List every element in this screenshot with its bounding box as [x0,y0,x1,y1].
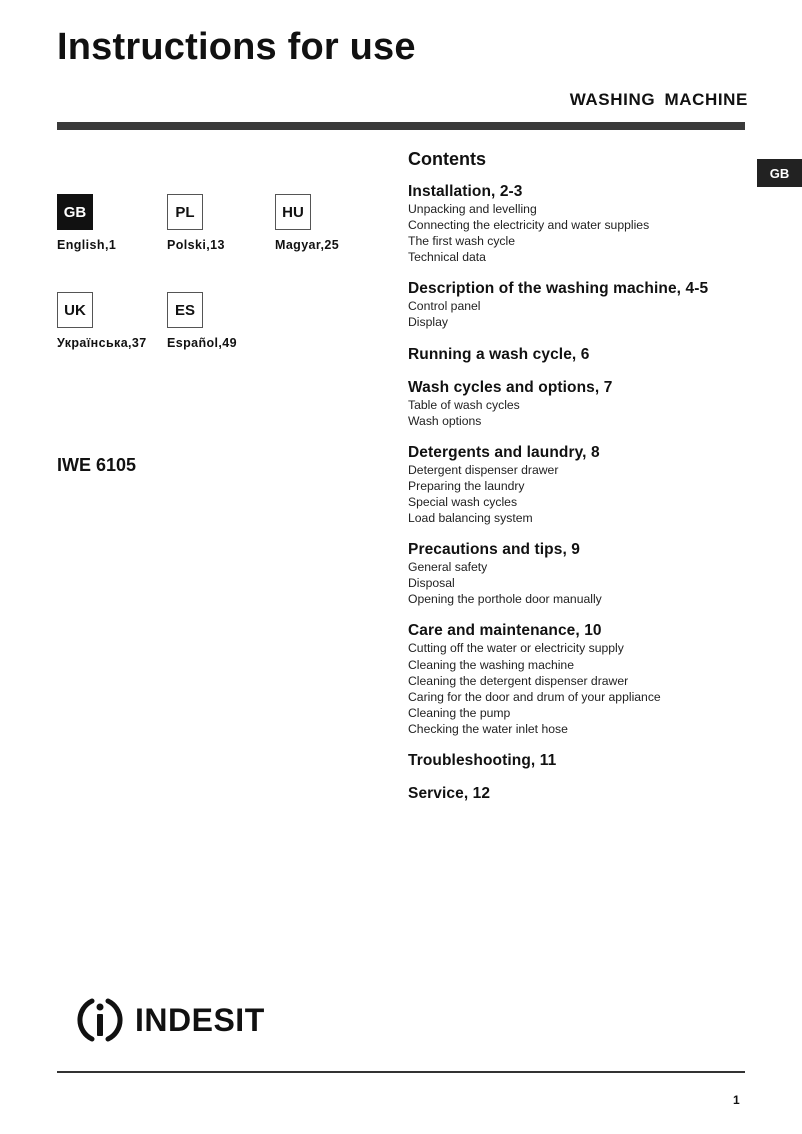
language-code-badge: GB [57,194,93,230]
language-label: Polski,13 [167,238,225,252]
brand-logo [75,995,265,1045]
language-entry-es[interactable] [167,292,237,350]
language-code-badge: PL [167,194,203,230]
contents-heading: Contents [408,149,486,169]
toc-item[interactable]: Technical data [408,250,486,265]
toc-item[interactable]: General safety [408,560,488,575]
language-entry-hu[interactable] [275,194,339,252]
language-entry-pl[interactable] [167,194,225,252]
language-label: Українська,37 [57,336,147,350]
language-code-badge: UK [57,292,93,328]
toc-section-title[interactable]: Care and maintenance, 10 [408,622,602,640]
toc-item[interactable]: Unpacking and levelling [408,202,537,216]
toc-item[interactable]: Cleaning the washing machine [408,657,574,672]
toc-item[interactable]: Caring for the door and drum of your appliance [408,689,661,704]
toc-item[interactable]: Opening the porthole door manually [408,592,602,607]
toc-item[interactable]: Display [408,315,448,330]
toc-section-title[interactable]: Precautions and tips, 9 [408,541,580,559]
toc-item[interactable]: Cutting off the water or electricity supply [408,641,624,656]
toc-section-running [408,345,753,364]
toc-section-title[interactable]: Detergents and laundry, 8 [408,443,600,461]
toc-section-installation [408,182,753,265]
toc-section-troubleshooting [408,751,753,770]
toc-section-detergents [408,443,753,526]
toc-item[interactable]: Cleaning the detergent dispenser drawer [408,673,629,688]
language-code-badge: ES [167,292,203,328]
toc-item[interactable]: Preparing the laundry [408,478,525,493]
toc-section-service [408,784,753,803]
toc-item[interactable]: Disposal [408,576,455,591]
toc-item[interactable]: Load balancing system [408,511,533,526]
toc-item[interactable]: Cleaning the pump [408,705,511,720]
model-number: IWE 6105 [57,455,137,475]
table-of-contents [408,149,753,817]
toc-section-description [408,279,753,330]
footer-divider [57,1071,745,1073]
toc-item[interactable]: Connecting the electricity and water supplies [408,218,650,233]
page-title: Instructions for use [57,26,416,68]
toc-section-title[interactable]: Installation, 2-3 [408,183,523,200]
toc-section-care [408,621,753,737]
language-entry-gb[interactable] [57,194,116,252]
language-code-badge: HU [275,194,311,230]
toc-section-title[interactable]: Troubleshooting, 11 [408,751,557,769]
toc-item[interactable]: Special wash cycles [408,494,518,509]
product-type: WASHING MACHINE [569,90,748,109]
toc-item[interactable]: Wash options [408,413,482,428]
language-side-tab: GB [757,159,802,187]
toc-item[interactable]: The first wash cycle [408,234,516,249]
page-number: 1 [733,1093,740,1107]
toc-section-wash-cycles [408,378,753,429]
language-label: Español,49 [167,336,237,350]
toc-item[interactable]: Control panel [408,299,481,314]
language-label: English,1 [57,238,117,252]
toc-item[interactable]: Checking the water inlet hose [408,721,568,736]
toc-item[interactable]: Detergent dispenser drawer [408,462,559,477]
header-divider [57,122,745,130]
language-entry-uk[interactable] [57,292,147,350]
toc-section-title[interactable]: Wash cycles and options, 7 [408,378,613,396]
indesit-logo-icon [75,995,125,1045]
toc-section-title[interactable]: Description of the washing machine, 4-5 [408,280,709,298]
toc-item[interactable]: Table of wash cycles [408,397,520,412]
brand-name: INDESIT [135,1001,265,1038]
toc-section-title[interactable]: Running a wash cycle, 6 [408,345,590,363]
toc-section-precautions [408,540,753,607]
toc-section-title[interactable]: Service, 12 [408,784,491,802]
language-label: Magyar,25 [275,238,340,252]
